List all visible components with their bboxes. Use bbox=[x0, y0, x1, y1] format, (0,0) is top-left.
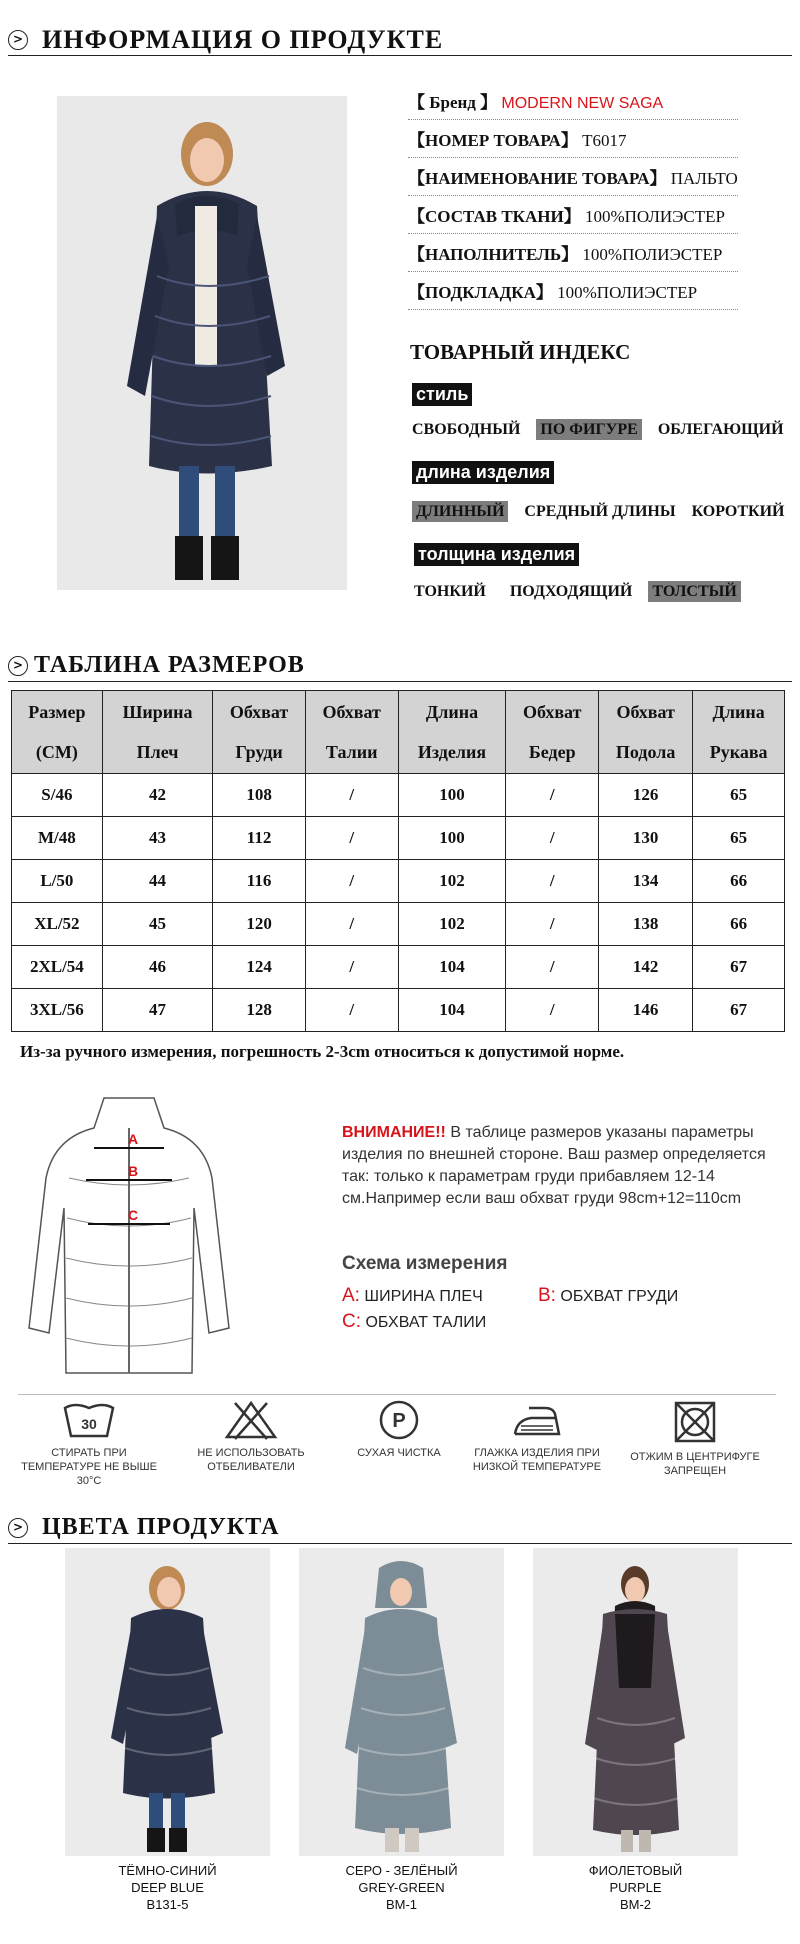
table-cell: 128 bbox=[213, 989, 306, 1032]
thickness-option-thick-selected: ТОЛСТЫЙ bbox=[648, 581, 740, 602]
color-name-ru: ФИОЛЕТОВЫЙ bbox=[588, 1863, 683, 1878]
table-cell: / bbox=[305, 989, 398, 1032]
table-cell: 2XL/54 bbox=[12, 946, 103, 989]
table-cell: 108 bbox=[213, 774, 306, 817]
table-cell: 104 bbox=[398, 989, 506, 1032]
info-label: 【НАПОЛНИТЕЛЬ】 bbox=[408, 245, 579, 264]
legend-c bbox=[342, 1311, 486, 1333]
col-line: Бедер bbox=[528, 742, 576, 762]
table-cell: 66 bbox=[693, 860, 785, 903]
color-caption bbox=[65, 1862, 270, 1913]
table-cell: M/48 bbox=[12, 817, 103, 860]
table-cell: / bbox=[506, 817, 599, 860]
color-photo bbox=[65, 1548, 270, 1856]
table-cell: 112 bbox=[213, 817, 306, 860]
measure-diagram bbox=[24, 1088, 234, 1380]
col-waist bbox=[305, 691, 398, 774]
circle-arrow-icon: > bbox=[8, 656, 28, 676]
color-code: BM-2 bbox=[619, 1897, 652, 1912]
table-cell: 102 bbox=[398, 860, 506, 903]
marker-b: B bbox=[128, 1163, 139, 1179]
dotted-divider bbox=[408, 309, 738, 310]
info-value: 100%ПОЛИЭСТЕР bbox=[582, 245, 723, 264]
table-cell: 104 bbox=[398, 946, 506, 989]
color-name-en: PURPLE bbox=[609, 1880, 662, 1895]
table-cell: 124 bbox=[213, 946, 306, 989]
wash-temp: 30 bbox=[81, 1416, 97, 1432]
iron-low-icon bbox=[509, 1400, 565, 1440]
table-cell: 3XL/56 bbox=[12, 989, 103, 1032]
legend-text: ШИРИНА ПЛЕЧ bbox=[364, 1288, 483, 1305]
circle-arrow-icon: > bbox=[8, 30, 28, 50]
table-cell: 67 bbox=[693, 989, 785, 1032]
table-cell: XL/52 bbox=[12, 903, 103, 946]
info-value: T6017 bbox=[582, 131, 627, 150]
col-line: Обхват bbox=[523, 702, 582, 722]
coat-illustration bbox=[65, 1548, 270, 1856]
col-line: (CM) bbox=[35, 742, 78, 762]
table-cell: 47 bbox=[102, 989, 213, 1032]
section-header-colors bbox=[8, 1512, 792, 1544]
table-cell: 43 bbox=[102, 817, 213, 860]
col-hips bbox=[506, 691, 599, 774]
table-cell: 42 bbox=[102, 774, 213, 817]
color-caption bbox=[533, 1862, 738, 1913]
color-photo bbox=[533, 1548, 738, 1856]
table-cell: 116 bbox=[213, 860, 306, 903]
legend-text: ОБХВАТ ТАЛИИ bbox=[365, 1314, 487, 1331]
table-cell: / bbox=[506, 860, 599, 903]
dotted-divider bbox=[408, 195, 738, 196]
table-cell: / bbox=[506, 989, 599, 1032]
table-cell: / bbox=[305, 860, 398, 903]
table-cell: 146 bbox=[599, 989, 693, 1032]
section-title: ЦВЕТА ПРОДУКТА bbox=[42, 1514, 280, 1540]
length-options bbox=[412, 503, 797, 521]
col-line: Талии bbox=[325, 742, 378, 762]
measurement-note: Из-за ручного измерения, погрешность 2-3cm относиться к допустимой норме. bbox=[20, 1042, 625, 1061]
table-cell: 102 bbox=[398, 903, 506, 946]
table-cell: 126 bbox=[599, 774, 693, 817]
dotted-divider bbox=[408, 233, 738, 234]
col-line: Подола bbox=[615, 742, 676, 762]
table-cell: / bbox=[305, 903, 398, 946]
dry-clean-icon bbox=[371, 1400, 427, 1440]
col-line: Длина bbox=[425, 702, 479, 722]
info-value: ПАЛЬТО bbox=[670, 169, 738, 188]
table-cell: 100 bbox=[398, 817, 506, 860]
table-cell: S/46 bbox=[12, 774, 103, 817]
table-row bbox=[12, 903, 785, 946]
table-cell: 142 bbox=[599, 946, 693, 989]
color-photo bbox=[299, 1548, 504, 1856]
col-line: Плеч bbox=[136, 742, 179, 762]
legend-key: A: bbox=[342, 1285, 360, 1306]
col-line: Груди bbox=[235, 742, 283, 762]
coat-illustration bbox=[533, 1548, 738, 1856]
dotted-divider bbox=[408, 157, 738, 158]
table-header-row bbox=[12, 691, 785, 774]
style-option-loose: СВОБОДНЫЙ bbox=[412, 421, 521, 438]
color-name-en: GREY-GREEN bbox=[358, 1880, 445, 1895]
table-cell: 65 bbox=[693, 817, 785, 860]
scheme-title: Схема измерения bbox=[342, 1253, 508, 1274]
no-bleach-icon bbox=[223, 1400, 279, 1440]
care-label: ОТЖИМ В ЦЕНТРИФУГЕ ЗАПРЕЩЕН bbox=[630, 1451, 760, 1477]
info-label: 【НАИМЕНОВАНИЕ ТОВАРА】 bbox=[408, 169, 667, 188]
table-cell: 134 bbox=[599, 860, 693, 903]
col-line: Изделия bbox=[417, 742, 487, 762]
thickness-options bbox=[414, 583, 753, 601]
info-row-item-number bbox=[408, 126, 738, 164]
color-card-grey-green bbox=[299, 1548, 504, 1913]
info-label: 【 Бренд 】 bbox=[408, 93, 498, 112]
info-row-filling bbox=[408, 240, 738, 278]
product-info-list bbox=[408, 88, 738, 316]
col-line: Обхват bbox=[229, 702, 289, 722]
section-title: ТАБЛИНА РАЗМЕРОВ bbox=[34, 652, 305, 678]
info-row-brand bbox=[408, 88, 738, 126]
style-options bbox=[412, 421, 796, 439]
wash-30-icon bbox=[61, 1400, 117, 1440]
col-line: Длина bbox=[712, 702, 765, 722]
info-row-item-name bbox=[408, 164, 738, 202]
color-name-en: DEEP BLUE bbox=[131, 1880, 204, 1895]
size-table bbox=[11, 690, 785, 1032]
col-size bbox=[12, 691, 103, 774]
section-header-product-info bbox=[8, 22, 792, 56]
thickness-chip: толщина изделия bbox=[414, 543, 579, 566]
table-cell: 120 bbox=[213, 903, 306, 946]
col-hem bbox=[599, 691, 693, 774]
length-option-short: КОРОТКИЙ bbox=[691, 503, 785, 520]
length-option-long-selected: ДЛИННЫЙ bbox=[412, 501, 508, 522]
col-sleeve bbox=[693, 691, 785, 774]
product-photo bbox=[57, 96, 347, 590]
info-label: 【ПОДКЛАДКА】 bbox=[408, 283, 553, 302]
table-cell: / bbox=[305, 774, 398, 817]
table-cell: 45 bbox=[102, 903, 213, 946]
care-item-dry-clean bbox=[324, 1400, 474, 1460]
style-option-fitted-selected: ПО ФИГУРЕ bbox=[536, 419, 641, 440]
col-line: Обхват bbox=[616, 702, 675, 722]
legend-a bbox=[342, 1285, 483, 1307]
info-label: 【СОСТАВ ТКАНИ】 bbox=[408, 207, 581, 226]
legend-key: C: bbox=[342, 1311, 361, 1332]
table-cell: / bbox=[506, 774, 599, 817]
care-label: СУХАЯ ЧИСТКА bbox=[357, 1447, 441, 1459]
length-option-medium: СРЕДНЫЙ ДЛИНЫ bbox=[524, 503, 676, 520]
dotted-divider bbox=[408, 119, 738, 120]
info-row-fabric bbox=[408, 202, 738, 240]
table-cell: 44 bbox=[102, 860, 213, 903]
table-row bbox=[12, 774, 785, 817]
color-name-ru: ТЁМНО-СИНИЙ bbox=[118, 1863, 217, 1878]
no-tumble-dry-icon bbox=[667, 1400, 723, 1444]
table-cell: / bbox=[305, 817, 398, 860]
table-cell: 100 bbox=[398, 774, 506, 817]
color-card-purple bbox=[533, 1548, 738, 1913]
circle-arrow-icon: > bbox=[8, 1518, 28, 1538]
table-row bbox=[12, 989, 785, 1032]
table-row bbox=[12, 860, 785, 903]
color-card-deep-blue bbox=[65, 1548, 270, 1913]
col-length bbox=[398, 691, 506, 774]
table-cell: / bbox=[506, 946, 599, 989]
thickness-option-thin: ТОНКИЙ bbox=[414, 583, 486, 600]
col-line: Размер bbox=[28, 702, 86, 722]
table-cell: 65 bbox=[693, 774, 785, 817]
product-index-title: ТОВАРНЫЙ ИНДЕКС bbox=[410, 340, 631, 364]
care-item-no-bleach bbox=[176, 1400, 326, 1474]
info-label: 【НОМЕР ТОВАРА】 bbox=[408, 131, 578, 150]
care-label: СТИРАТЬ ПРИ ТЕМПЕРАТУРЕ НЕ ВЫШЕ 30°C bbox=[21, 1447, 157, 1487]
care-item-iron bbox=[462, 1400, 612, 1474]
legend-b bbox=[538, 1285, 678, 1307]
table-cell: 138 bbox=[599, 903, 693, 946]
dry-clean-mark: P bbox=[392, 1410, 406, 1432]
info-row-lining bbox=[408, 278, 738, 316]
warning-block bbox=[342, 1122, 770, 1210]
info-value: 100%ПОЛИЭСТЕР bbox=[584, 207, 725, 226]
warning-label: ВНИМАНИЕ!! bbox=[342, 1124, 446, 1141]
table-cell: L/50 bbox=[12, 860, 103, 903]
style-option-tight: ОБЛЕГАЮЩИЙ bbox=[657, 421, 784, 438]
brand-value: MODERN NEW SAGA bbox=[501, 95, 664, 112]
table-cell: / bbox=[305, 946, 398, 989]
table-row bbox=[12, 817, 785, 860]
color-code: B131-5 bbox=[146, 1897, 189, 1912]
col-line: Обхват bbox=[322, 702, 381, 722]
thickness-option-suitable: ПОДХОДЯЩИЙ bbox=[509, 583, 633, 600]
dotted-divider bbox=[408, 271, 738, 272]
col-shoulder bbox=[102, 691, 213, 774]
col-line: Рукава bbox=[709, 742, 768, 762]
col-chest bbox=[213, 691, 306, 774]
color-caption bbox=[299, 1862, 504, 1913]
care-item-wash bbox=[14, 1400, 164, 1488]
care-divider-top bbox=[18, 1394, 776, 1395]
model-illustration bbox=[57, 96, 347, 590]
table-cell: 67 bbox=[693, 946, 785, 989]
table-cell: 46 bbox=[102, 946, 213, 989]
color-code: BM-1 bbox=[385, 1897, 418, 1912]
care-item-no-tumble bbox=[620, 1400, 770, 1478]
table-cell: 130 bbox=[599, 817, 693, 860]
color-name-ru: СЕРО - ЗЕЛЁНЫЙ bbox=[345, 1863, 458, 1878]
legend-key: B: bbox=[538, 1285, 556, 1306]
marker-c: C bbox=[128, 1207, 139, 1223]
marker-a: A bbox=[128, 1131, 139, 1147]
style-chip: стиль bbox=[412, 383, 472, 406]
section-title: ИНФОРМАЦИЯ О ПРОДУКТЕ bbox=[42, 25, 444, 54]
table-cell: / bbox=[506, 903, 599, 946]
length-chip: длина изделия bbox=[412, 461, 554, 484]
table-row bbox=[12, 946, 785, 989]
care-label: ГЛАЖКА ИЗДЕЛИЯ ПРИ НИЗКОЙ ТЕМПЕРАТУРЕ bbox=[472, 1447, 602, 1473]
col-line: Ширина bbox=[122, 702, 193, 722]
care-label: НЕ ИСПОЛЬЗОВАТЬ ОТБЕЛИВАТЕЛИ bbox=[197, 1447, 305, 1473]
info-value: 100%ПОЛИЭСТЕР bbox=[557, 283, 698, 302]
legend-text: ОБХВАТ ГРУДИ bbox=[560, 1288, 679, 1305]
table-cell: 66 bbox=[693, 903, 785, 946]
warning-text: В таблице размеров указаны параметры изделия по внешней стороне. Ваш размер определяется так: только к параметрам груди прибавляем 12-14 см.Например если ваш обхват груди 98cm+12=110cm bbox=[342, 1124, 766, 1207]
section-header-size-table bbox=[8, 650, 792, 682]
coat-illustration bbox=[299, 1548, 504, 1856]
